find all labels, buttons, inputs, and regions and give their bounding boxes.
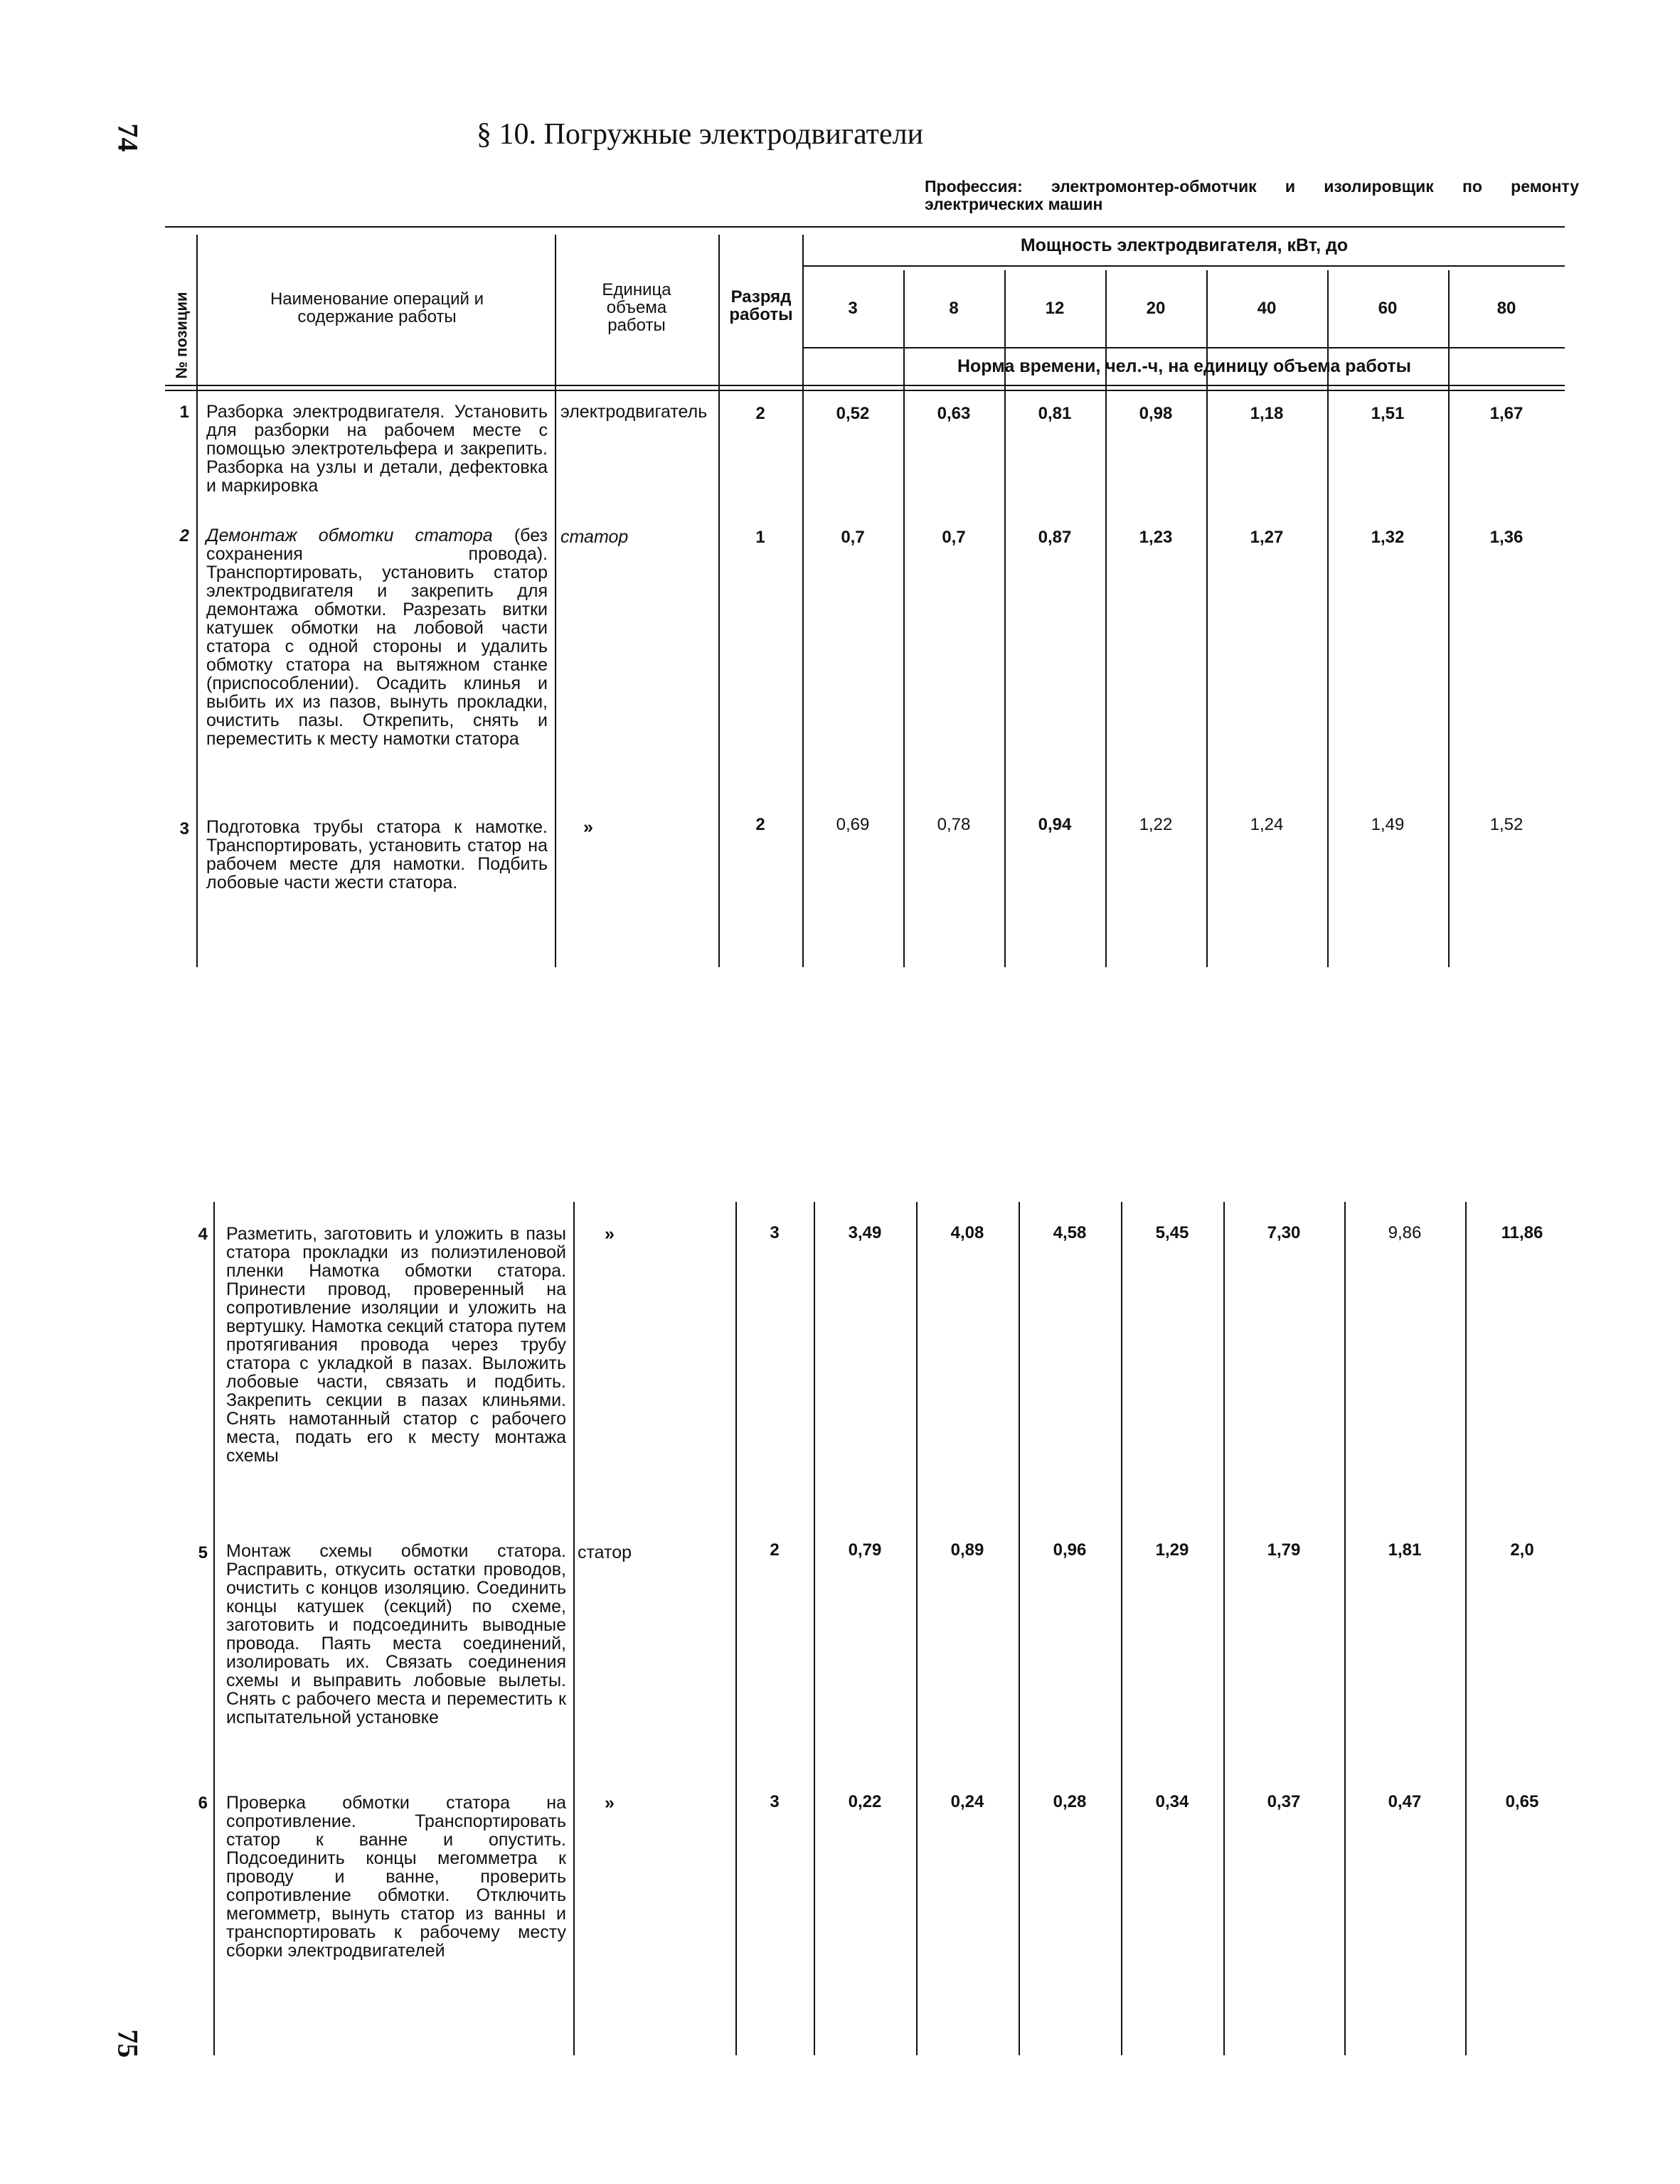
row-value-8: 4,08 xyxy=(950,1223,984,1242)
row-value-60: 0,47 xyxy=(1388,1792,1422,1811)
power-col-20: 20 xyxy=(1146,299,1166,318)
row-value-60: 1,49 xyxy=(1371,815,1405,834)
row-value-12: 0,81 xyxy=(1038,404,1072,423)
row-value-8: 0,78 xyxy=(937,815,971,834)
row-operation: Монтаж схемы обмотки статора. Расправить, откусить остатки проводов, очистить с концов изоляцию. Соединить концы катушек (секций) по схеме, заготовить и подсоединить выводные провода. Паять места соединений, изолировать их. Связать соединения схемы и выправить лобовые вылеты. Снять с рабочего места и переместить к испытательной установке xyxy=(226,1541,566,1727)
row-grade: 2 xyxy=(770,1540,780,1560)
row-position: 2 xyxy=(179,526,189,545)
power-col-3: 3 xyxy=(848,299,858,318)
header-operation: Наименование операций и содержание работы xyxy=(270,289,484,327)
row-value-8: 0,89 xyxy=(950,1540,984,1560)
row-value-60: 1,51 xyxy=(1371,404,1405,423)
row-value-20: 0,34 xyxy=(1155,1792,1189,1811)
row-value-3: 0,22 xyxy=(848,1792,882,1811)
row-position: 6 xyxy=(198,1794,208,1813)
row-value-8: 0,7 xyxy=(942,528,966,547)
row-value-12: 0,96 xyxy=(1053,1540,1087,1560)
row-position: 1 xyxy=(179,403,189,422)
row-value-80: 1,36 xyxy=(1489,528,1524,547)
power-col-8: 8 xyxy=(949,299,959,318)
row-value-40: 1,79 xyxy=(1267,1540,1301,1560)
row-value-80: 11,86 xyxy=(1501,1223,1543,1242)
row-value-12: 0,87 xyxy=(1038,528,1072,547)
row-operation: Разметить, заготовить и уложить в пазы статора прокладки из полиэтиленовой пленки Намотка обмотки статора. Принести провод, проверенный на сопротивление изоляции и уложить на вертушку. Намотка секций статора путем протягивания провода через трубу статора с укладкой в пазах. Выложить лобовые части, связать и подбить. Закрепить секции в пазах клиньями. Снять намотанный статор с рабочего места, подать его к месту монтажа схемы xyxy=(226,1224,566,1466)
row-position: 3 xyxy=(179,819,189,838)
header-power: Мощность электродвигателя, кВт, до xyxy=(1020,235,1349,255)
row-value-3: 0,7 xyxy=(841,528,865,547)
row-value-8: 0,63 xyxy=(937,404,971,423)
row-grade: 2 xyxy=(755,404,765,423)
row-value-60: 1,32 xyxy=(1371,528,1405,547)
power-col-60: 60 xyxy=(1378,299,1398,318)
power-col-12: 12 xyxy=(1045,299,1065,318)
row-grade: 1 xyxy=(755,528,765,547)
row-grade: 3 xyxy=(770,1223,780,1242)
row-value-80: 1,67 xyxy=(1489,404,1524,423)
row-unit: » xyxy=(605,1793,615,1813)
row-value-60: 9,86 xyxy=(1388,1223,1422,1242)
row-value-80: 2,0 xyxy=(1510,1540,1534,1560)
header-norm: Норма времени, чел.-ч, на единицу объема работы xyxy=(957,356,1412,376)
power-col-80: 80 xyxy=(1496,299,1516,318)
header-position: № позиции xyxy=(172,292,191,379)
row-value-3: 0,52 xyxy=(836,404,870,423)
row-value-40: 0,37 xyxy=(1267,1792,1301,1811)
profession-note: Профессия: электромонтер-обмотчик и изолировщик по ремонту электрических машин xyxy=(925,177,1579,213)
row-operation: Подготовка трубы статора к намотке. Транспортировать, установить статор на рабочем месте для намотки. Подбить лобовые части жести статора. xyxy=(206,817,548,893)
row-value-80: 0,65 xyxy=(1505,1792,1539,1811)
row-value-20: 0,98 xyxy=(1139,404,1173,423)
row-grade: 2 xyxy=(755,815,765,834)
header-unit: Единица объема работы xyxy=(602,280,671,336)
row-value-20: 1,23 xyxy=(1139,528,1173,547)
row-position: 4 xyxy=(198,1225,208,1244)
header-grade: Разряд работы xyxy=(729,287,793,325)
row-value-80: 1,52 xyxy=(1489,815,1524,834)
row-value-60: 1,81 xyxy=(1388,1540,1422,1560)
page-number-top: 74 xyxy=(112,123,144,152)
row-value-20: 1,22 xyxy=(1139,815,1173,834)
row-operation: Демонтаж обмотки статора (без сохранения провода). Транспортировать, установить статор электродвигателя и закрепить для демонтажа обмотки. Разрезать витки катушек обмотки на лобовой части статора с одной стороны и удалить обмотку статора на вытяжном станке (приспособлении). Осадить клинья и выбить их из пазов, вынуть прокладки, очистить пазы. Открепить, снять и переместить к месту намотки статора xyxy=(206,526,548,749)
row-unit: » xyxy=(605,1224,615,1244)
power-col-40: 40 xyxy=(1257,299,1277,318)
row-unit: » xyxy=(583,817,593,837)
row-value-20: 5,45 xyxy=(1155,1223,1189,1242)
row-value-40: 1,18 xyxy=(1250,404,1284,423)
row-grade: 3 xyxy=(770,1792,780,1811)
row-unit: электродвигатель xyxy=(560,402,708,422)
row-unit: статор xyxy=(578,1543,632,1562)
row-value-40: 1,24 xyxy=(1250,815,1284,834)
row-value-3: 3,49 xyxy=(848,1223,882,1242)
row-value-40: 1,27 xyxy=(1250,528,1284,547)
row-value-8: 0,24 xyxy=(950,1792,984,1811)
section-title: § 10. Погружные электродвигатели xyxy=(477,118,924,151)
row-operation: Разборка электродвигателя. Установить для разборки на рабочем месте с помощью электротельфера и закрепить. Разборка на узлы и детали, дефектовка и маркировка xyxy=(206,402,548,496)
row-value-20: 1,29 xyxy=(1155,1540,1189,1560)
row-unit: статор xyxy=(560,527,629,547)
page-number-bottom: 75 xyxy=(112,2029,144,2058)
row-value-40: 7,30 xyxy=(1267,1223,1301,1242)
row-operation: Проверка обмотки статора на сопротивление. Транспортировать статор к ванне и опустить. Подсоединить концы мегомметра к проводу и ванне, проверить сопротивление обмотки. Отключить мегомметр, вынуть статор из ванны и транспортировать к рабочему месту сборки электродвигателей xyxy=(226,1793,566,1961)
row-position: 5 xyxy=(198,1543,208,1562)
row-value-12: 4,58 xyxy=(1053,1223,1087,1242)
row-value-12: 0,94 xyxy=(1038,815,1072,834)
row-value-3: 0,69 xyxy=(836,815,870,834)
row-value-3: 0,79 xyxy=(848,1540,882,1560)
row-value-12: 0,28 xyxy=(1053,1792,1087,1811)
